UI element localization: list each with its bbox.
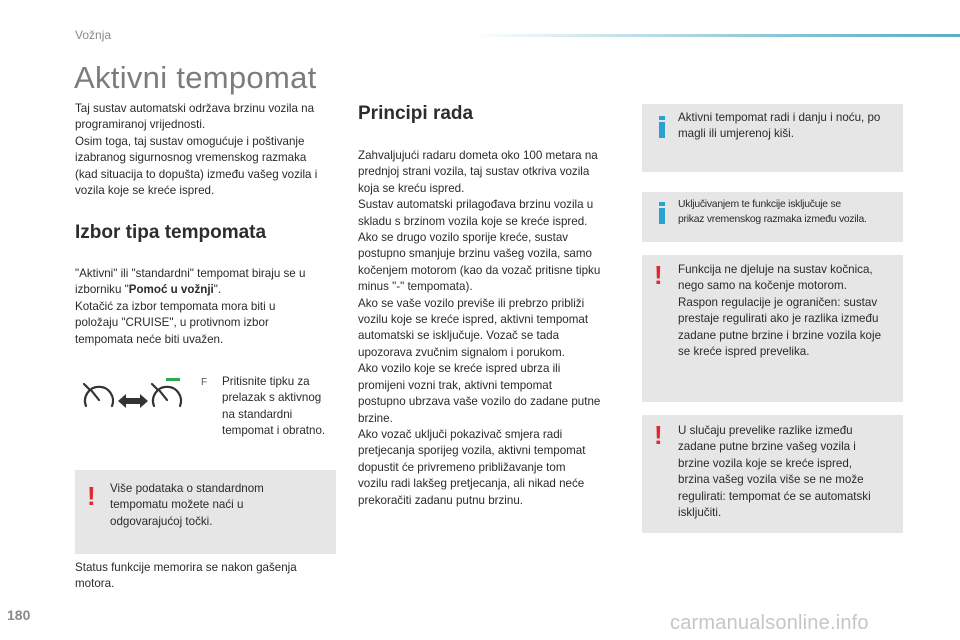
principles-line: pretjecanja sporijeg vozila, aktivni tempomat [358,444,586,458]
selection-line [75,282,345,298]
intro-line: programiranoj vrijednosti. [75,118,206,132]
selection-line: tempomata neće biti uvažen. [75,332,224,346]
info-line: Uključivanjem te funkcije isključuje se [678,199,841,210]
note-line: tempomatu možete naći u [110,498,244,512]
principles-line: vozilu koje se kreće ispred, aktivni tempomat [358,313,589,327]
principles-line: Ako se drugo vozilo sporije kreće, sustav [358,231,569,245]
info-icon [658,202,666,224]
principles-line: Sustav automatski prilagođava brzinu vozila u [358,198,594,212]
info-line: magli ili umjerenoj kiši. [678,127,794,141]
warn-line: brzina vašeg vozila više se ne može [678,473,864,487]
active-indicator-bar [166,378,180,381]
info-display-text [678,197,902,227]
step-line: tempomat i obratno. [222,424,326,438]
status-note [75,560,345,593]
info-display-box [642,192,903,242]
page-title: Aktivni tempomat [74,60,317,95]
principles-heading: Principi rada [358,103,474,124]
menu-name: Pomoć u vožnji [128,283,214,297]
principles-line: kočenjem motorom (kao da vozač pritisne tipku [358,263,601,277]
principles-line: dopustit će privremeno približavanje tom [358,460,566,474]
text-fragment: ". [213,283,222,297]
principles-paragraph [358,148,623,509]
warn-line: zadane putne brzine vašeg vozila i [678,440,856,454]
principles-line: postupno smanjuje brzinu vašeg vozila, samo [358,247,592,261]
principles-line: minus "-" tempomata). [358,280,473,294]
note-standard-box [75,470,336,554]
warn-line: Funkcija ne djeluje na sustav kočnica, [678,263,873,276]
selection-paragraph [75,266,345,348]
principles-line: brzine. [358,411,393,425]
cruise-mode-illustration [78,370,198,420]
page-number: 180 [7,607,31,623]
cruise-control-standard-icon [84,384,113,406]
principles-line: Zahvaljujući radaru dometa oko 100 metara na [358,149,598,162]
selection-heading: Izbor tipa tempomata [75,222,267,243]
principles-line: Ako vozač uključi pokazivač smjera radi [358,427,563,441]
principles-line: automatski se isključuje. Vozač se tada [358,329,560,343]
warn-line: prestaje regulirati ako je razlika između [678,312,879,326]
warn-braking-box [642,255,903,402]
selection-line: položaju "CRUISE", u protivnom izbor [75,316,269,330]
step-line: Pritisnite tipku za [222,375,310,388]
section-label: Vožnja [75,28,112,42]
selection-line: Kotačić za izbor tempomata mora biti u [75,299,276,313]
principles-line: skladu s brzinom vozila koje se kreće ispred. [358,214,588,228]
warning-icon: ! [654,420,663,450]
info-line: prikaz vremenskog razmaka između vozila. [678,214,867,225]
status-line: motora. [75,577,115,591]
info-day-night-box [642,104,903,172]
note-line: Više podataka o standardnom [110,482,264,495]
warn-difference-text [678,423,900,521]
warn-line: nego samo na kočenje motorom. [678,279,847,293]
principles-line: upozorava zvučnim signalom i porukom. [358,345,565,359]
principles-line: vozilu radi lakšeg pretjecanja, ali nikad neće [358,477,585,491]
double-arrow-icon [118,394,148,408]
selection-line: "Aktivni" ili "standardni" tempomat biraju se u [75,267,306,280]
warn-difference-box [642,415,903,533]
text-fragment: izborniku " [75,283,129,297]
warn-line: isključiti. [678,506,722,520]
warn-line: regulirati: tempomat će se automatski [678,489,871,503]
principles-line: postupno ubrzava vaše vozilo do zadane putne [358,395,601,409]
warning-icon: ! [87,481,96,511]
status-line: Status funkcije memorira se nakon gašenja [75,561,297,574]
step-line: na standardni [222,407,293,421]
principles-line: Ako se vaše vozilo previše ili prebrzo približi [358,296,585,310]
info-line: Aktivni tempomat radi i danju i noću, po [678,111,881,124]
note-standard-text [110,481,330,530]
intro-paragraph [75,101,345,199]
cruise-control-active-icon [152,384,181,406]
intro-line: izabranog sigurnosnog vremenskog razmaka [75,151,307,165]
step-bullet: F [201,377,208,388]
intro-line: Taj sustav automatski održava brzinu vozila na [75,102,315,115]
step-instruction [222,374,342,440]
warn-line: Raspon regulacije je ograničen: sustav [678,295,878,309]
principles-line: prekoračiti zadanu putnu brzinu. [358,493,523,507]
warning-icon: ! [654,260,663,290]
note-line: odgovarajućoj točki. [110,514,213,528]
header-rule [470,34,960,37]
principles-line: koja se kreću ispred. [358,181,465,195]
watermark: carmanualsonline.info [670,612,869,634]
principles-line: prednjoj strani vozila, taj sustav otkriva vozila [358,165,590,179]
principles-line: promijeni vozni trak, aktivni tempomat [358,378,552,392]
intro-line: vozila koje se kreće ispred. [75,184,215,198]
step-line: prelazak s aktivnog [222,391,322,405]
warn-line: brzine vozila koje se kreće ispred, [678,456,852,470]
info-day-night-text [678,110,900,143]
principles-line: Ako vozilo koje se kreće ispred ubrza ili [358,362,561,376]
warn-line: se kreće ispred prevelika. [678,345,810,359]
intro-line: Osim toga, taj sustav omogućuje i poštivanje [75,134,305,148]
warn-braking-text [678,262,900,360]
warn-line: zadane putne brzine i brzine vozila koje [678,328,882,342]
intro-line: (kad situacija to dopušta) između vašeg vozila i [75,167,318,181]
info-icon [658,116,666,138]
warn-line: U slučaju prevelike razlike između [678,424,853,437]
